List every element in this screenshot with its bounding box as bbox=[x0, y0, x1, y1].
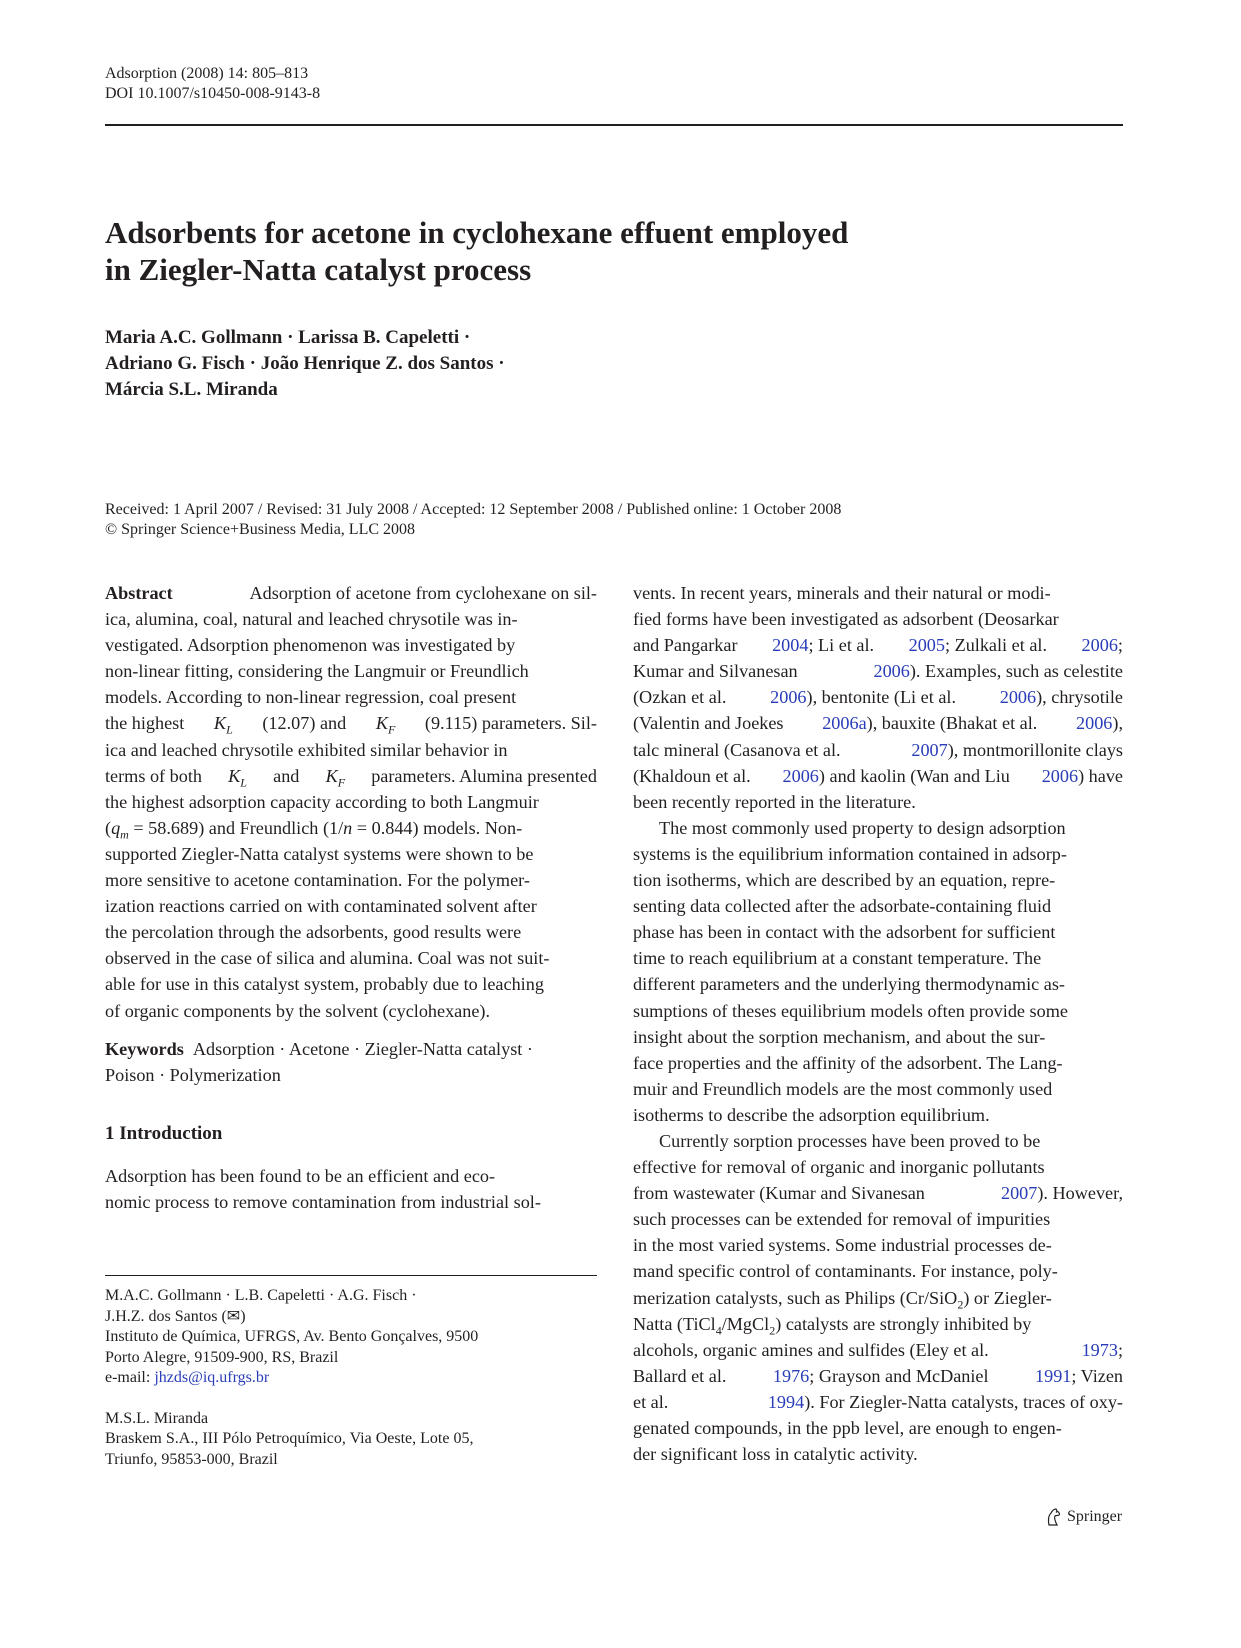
body-line: insight about the sorption mechanism, and about the sur- bbox=[633, 1026, 1046, 1047]
keywords-line: Poison · Polymerization bbox=[105, 1064, 281, 1085]
citation-link[interactable]: 1976 bbox=[772, 1365, 810, 1386]
dates-line: Received: 1 April 2007 / Revised: 31 July 2008 / Accepted: 12 September 2008 / Published online: 1 October 2008 bbox=[105, 501, 842, 518]
journal-header bbox=[105, 64, 320, 104]
affiliation-line: Triunfo, 95853-000, Brazil bbox=[105, 1450, 278, 1468]
body-line: talc mineral (Casanova et al. 2007), montmorillonite clays bbox=[633, 739, 1123, 760]
journal-citation: Adsorption (2008) 14: 805–813 bbox=[105, 65, 309, 82]
citation-link[interactable]: 2006a bbox=[822, 713, 867, 734]
body-line: vents. In recent years, minerals and their natural or modi- bbox=[633, 583, 1051, 603]
keywords-line: Keywords Adsorption · Acetone · Ziegler-Natta catalyst · bbox=[105, 1038, 533, 1059]
citation-link[interactable]: 2006 bbox=[1041, 765, 1079, 786]
article-title bbox=[105, 214, 1005, 288]
body-line: The most commonly used property to design adsorption bbox=[659, 817, 1066, 838]
header-rule bbox=[105, 124, 1123, 126]
abstract-line: terms of both $K_L$ and $K_F$ parameters. Alumina presented bbox=[105, 763, 597, 789]
citation-link[interactable]: 2006 bbox=[1081, 635, 1118, 656]
citation-link[interactable]: 2004 bbox=[772, 635, 809, 656]
affiliation-line: J.H.Z. dos Santos (✉) bbox=[105, 1307, 246, 1325]
author-line: Márcia S.L. Miranda bbox=[105, 379, 278, 400]
citation-link[interactable]: 2006 bbox=[782, 765, 819, 786]
title-line-2: in Ziegler-Natta catalyst process bbox=[105, 252, 532, 287]
body-line: (Khaldoun et al. 2006) and kaolin (Wan and Liu 2006) have bbox=[633, 765, 1123, 786]
body-line: Currently sorption processes have been proved to be bbox=[659, 1130, 1041, 1151]
abstract-line: vestigated. Adsorption phenomenon was investigated by bbox=[105, 635, 516, 656]
body-line: isotherms to describe the adsorption equilibrium. bbox=[633, 1104, 990, 1125]
body-line: genated compounds, in the ppb level, are enough to engen- bbox=[633, 1418, 1062, 1438]
abstract-line: models. According to non-linear regression, coal present bbox=[105, 687, 517, 708]
body-line: fied forms have been investigated as adsorbent (Deosarkar bbox=[633, 609, 1059, 630]
keywords bbox=[105, 1036, 597, 1088]
citation-link[interactable]: 2005 bbox=[908, 635, 945, 656]
email-link[interactable]: jhzds@iq.ufrgs.br bbox=[154, 1369, 270, 1386]
abstract-line: $(q_m = 58.689)$ and Freundlich (1/n = 0.844) models. Non- bbox=[105, 817, 523, 842]
abstract-line: the highest $K_L$ (12.07) and $K_F$ (9.115) parameters. Sil- bbox=[105, 710, 597, 736]
citation-link[interactable]: 1973 bbox=[1081, 1339, 1118, 1360]
body-line: alcohols, organic amines and sulfides (Eley et al. 1973; bbox=[633, 1339, 1123, 1360]
abstract bbox=[105, 580, 597, 1024]
body-line: different parameters and the underlying thermodynamic as- bbox=[633, 974, 1065, 995]
publisher-name: Springer bbox=[1067, 1508, 1123, 1525]
body-line: tion isotherms, which are described by an equation, repre- bbox=[633, 870, 1056, 891]
body-line: senting data collected after the adsorbate-containing fluid bbox=[633, 896, 1052, 917]
body-line: face properties and the affinity of the adsorbent. The Lang- bbox=[633, 1052, 1063, 1073]
title-line-1: Adsorbents for acetone in cyclohexane effuent employed bbox=[105, 215, 849, 250]
body-line: der significant loss in catalytic activity. bbox=[633, 1444, 918, 1465]
abstract-line: ica and leached chrysotile exhibited similar behavior in bbox=[105, 739, 508, 760]
body-line: phase has been in contact with the adsorbent for sufficient bbox=[633, 922, 1056, 943]
body-line: time to reach equilibrium at a constant temperature. The bbox=[633, 948, 1042, 969]
qm-symbol: $q_m$ bbox=[111, 817, 129, 842]
springer-logo bbox=[1045, 1508, 1122, 1526]
body-line: merization catalysts, such as Philips (Cr/SiO$_2$) or Ziegler- bbox=[633, 1287, 1052, 1312]
body-line: muir and Freundlich models are the most commonly used bbox=[633, 1078, 1053, 1099]
citation-link[interactable]: 1991 bbox=[1035, 1365, 1072, 1386]
body-line: et al. 1994). For Ziegler-Natta catalysts, traces of oxy- bbox=[633, 1391, 1123, 1412]
citation-link[interactable]: 2006 bbox=[873, 661, 910, 682]
intro-paragraph-2 bbox=[633, 815, 1123, 1128]
introduction-paragraph bbox=[105, 1163, 597, 1215]
intro-paragraph-1 bbox=[633, 580, 1123, 815]
kf-symbol: $K_F$ bbox=[325, 765, 346, 790]
intro-paragraph-3 bbox=[633, 1128, 1123, 1467]
abstract-line: observed in the case of silica and alumina. Coal was not suit- bbox=[105, 948, 550, 969]
author-list bbox=[105, 325, 1005, 403]
abstract-line: more sensitive to acetone contamination. For the polymer- bbox=[105, 870, 530, 891]
citation-link[interactable]: 2006 bbox=[999, 687, 1037, 708]
body-line: Kumar and Silvanesan 2006). Examples, such as celestite bbox=[633, 661, 1123, 682]
abstract-line: able for use in this catalyst system, probably due to leaching bbox=[105, 974, 544, 995]
right-column bbox=[633, 580, 1123, 1467]
citation-link[interactable]: 2007 bbox=[1000, 1183, 1038, 1204]
affiliation-line: Instituto de Química, UFRGS, Av. Bento Gonçalves, 9500 bbox=[105, 1328, 479, 1345]
affiliation-line: Braskem S.A., III Pólo Petroquímico, Via Oeste, Lote 05, bbox=[105, 1430, 474, 1447]
email-line: e-mail: jhzds@iq.ufrgs.br bbox=[105, 1369, 270, 1386]
body-line: sumptions of theses equilibrium models often provide some bbox=[633, 1000, 1068, 1021]
keywords-label: Keywords bbox=[105, 1038, 184, 1059]
abstract-line: of organic components by the solvent (cyclohexane). bbox=[105, 1000, 491, 1021]
affiliation-line: Porto Alegre, 91509-900, RS, Brazil bbox=[105, 1348, 339, 1366]
affiliation-line: M.A.C. Gollmann · L.B. Capeletti · A.G. Fisch · bbox=[105, 1287, 417, 1304]
author-line: Adriano G. Fisch · João Henrique Z. dos Santos · bbox=[105, 353, 505, 374]
kl-symbol: $K_L$ bbox=[228, 765, 247, 790]
kf-symbol: $K_F$ bbox=[375, 713, 396, 738]
citation-link[interactable]: 1994 bbox=[767, 1391, 805, 1412]
abstract-line: the percolation through the adsorbents, good results were bbox=[105, 922, 522, 943]
body-line: been recently reported in the literature. bbox=[633, 791, 916, 812]
abstract-line: supported Ziegler-Natta catalyst systems were shown to be bbox=[105, 843, 534, 864]
doi: DOI 10.1007/s10450-008-9143-8 bbox=[105, 85, 321, 102]
affiliation-line: M.S.L. Miranda bbox=[105, 1409, 209, 1427]
body-line: in the most varied systems. Some industrial processes de- bbox=[633, 1235, 1052, 1256]
affiliations bbox=[105, 1286, 478, 1470]
n-symbol: n bbox=[343, 817, 353, 838]
publication-history bbox=[105, 500, 841, 540]
abstract-label: Abstract bbox=[105, 583, 173, 603]
section-heading-introduction: 1 Introduction bbox=[105, 1122, 223, 1144]
body-line: Natta (TiCl$_4$/MgCl$_2$) catalysts are strongly inhibited by bbox=[633, 1313, 1032, 1338]
body-line: Ballard et al. 1976; Grayson and McDaniel 1991; Vizen bbox=[633, 1365, 1123, 1386]
abstract-line: the highest adsorption capacity according to both Langmuir bbox=[105, 791, 539, 812]
kl-symbol: $K_L$ bbox=[213, 713, 233, 738]
body-line: mand specific control of contaminants. For instance, poly- bbox=[633, 1261, 1058, 1282]
citation-link[interactable]: 2006 bbox=[770, 687, 807, 708]
body-line: systems is the equilibrium information contained in adsorp- bbox=[633, 843, 1067, 864]
body-line: such processes can be extended for removal of impurities bbox=[633, 1209, 1051, 1230]
citation-link[interactable]: 2006 bbox=[1076, 713, 1113, 734]
abstract-line: ization reactions carried on with contaminated solvent after bbox=[105, 896, 537, 917]
springer-horse-icon bbox=[1045, 1508, 1061, 1526]
left-column bbox=[105, 580, 597, 1215]
abstract-line: Abstract Adsorption of acetone from cyclohexane on sil- bbox=[105, 580, 597, 606]
body-line: (Valentin and Joekes 2006a), bauxite (Bhakat et al. 2006), bbox=[633, 713, 1123, 734]
body-line: (Ozkan et al. 2006), bentonite (Li et al. 2006), chrysotile bbox=[633, 687, 1123, 708]
body-line: and Pangarkar 2004; Li et al. 2005; Zulkali et al. 2006; bbox=[633, 635, 1123, 656]
body-line: from wastewater (Kumar and Sivanesan 2007). However, bbox=[633, 1183, 1123, 1204]
copyright-line: © Springer Science+Business Media, LLC 2008 bbox=[105, 521, 416, 538]
intro-line: nomic process to remove contamination from industrial sol- bbox=[105, 1191, 541, 1212]
abstract-line: non-linear fitting, considering the Langmuir or Freundlich bbox=[105, 661, 529, 682]
footnote-rule bbox=[105, 1275, 597, 1276]
citation-link[interactable]: 2007 bbox=[911, 739, 948, 760]
intro-line: Adsorption has been found to be an efficient and eco- bbox=[105, 1165, 496, 1186]
body-line: effective for removal of organic and inorganic pollutants bbox=[633, 1157, 1045, 1178]
abstract-line: ica, alumina, coal, natural and leached chrysotile was in- bbox=[105, 609, 518, 630]
author-line: Maria A.C. Gollmann · Larissa B. Capeletti · bbox=[105, 327, 471, 348]
